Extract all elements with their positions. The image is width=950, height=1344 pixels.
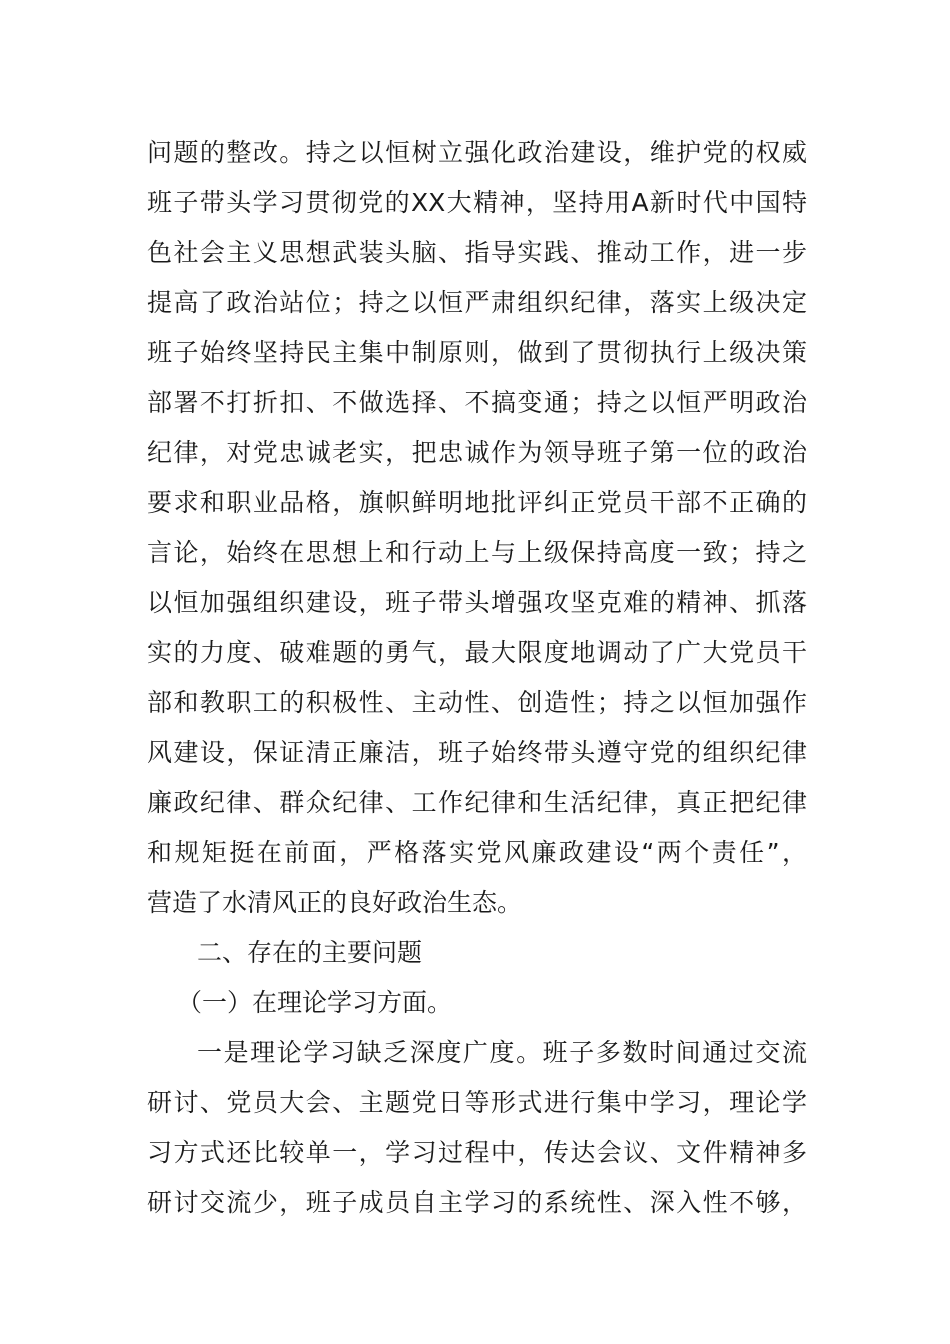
subsection-heading: （一）在理论学习方面。 (177, 988, 453, 1017)
body-text-line: 一是理论学习缺乏深度广度。班子多数时间通过交流 (197, 1038, 807, 1067)
body-text-line: 风建设，保证清正廉洁，班子始终带头遵守党的组织纪律 (147, 738, 807, 767)
body-text-line: 问题的整改。持之以恒树立强化政治建设，维护党的权威 (147, 138, 807, 167)
body-text-line: 言论，始终在思想上和行动上与上级保持高度一致；持之 (147, 538, 807, 567)
body-text-line: 和规矩挺在前面，严格落实党风廉政建设“两个责任”， (147, 838, 807, 867)
body-text-line: 廉政纪律、群众纪律、工作纪律和生活纪律，真正把纪律 (147, 788, 807, 817)
body-text-line: 部署不打折扣、不做选择、不搞变通；持之以恒严明政治 (147, 388, 807, 417)
body-text-line: 班子始终坚持民主集中制原则，做到了贯彻执行上级决策 (147, 338, 807, 367)
body-text-line: 研讨交流少，班子成员自主学习的系统性、深入性不够， (147, 1188, 807, 1217)
body-text-line: 色社会主义思想武装头脑、指导实践、推动工作，进一步 (147, 238, 807, 267)
section-heading: 二、存在的主要问题 (197, 938, 423, 967)
body-text-line: 营造了水清风正的良好政治生态。 (147, 888, 523, 917)
body-text-line: 班子带头学习贯彻党的XX大精神，坚持用A新时代中国特 (147, 188, 807, 217)
body-text-line: 实的力度、破难题的勇气，最大限度地调动了广大党员干 (147, 638, 807, 667)
body-text-line: 以恒加强组织建设，班子带头增强攻坚克难的精神、抓落 (147, 588, 807, 617)
body-text-line: 纪律，对党忠诚老实，把忠诚作为领导班子第一位的政治 (147, 438, 807, 467)
body-text-line: 研讨、党员大会、主题党日等形式进行集中学习，理论学 (147, 1088, 807, 1117)
body-text-line: 习方式还比较单一，学习过程中，传达会议、文件精神多 (147, 1138, 807, 1167)
body-text-line: 要求和职业品格，旗帜鲜明地批评纠正党员干部不正确的 (147, 488, 807, 517)
body-text-line: 提高了政治站位；持之以恒严肃组织纪律，落实上级决定 (147, 288, 807, 317)
body-text-line: 部和教职工的积极性、主动性、创造性；持之以恒加强作 (147, 688, 807, 717)
